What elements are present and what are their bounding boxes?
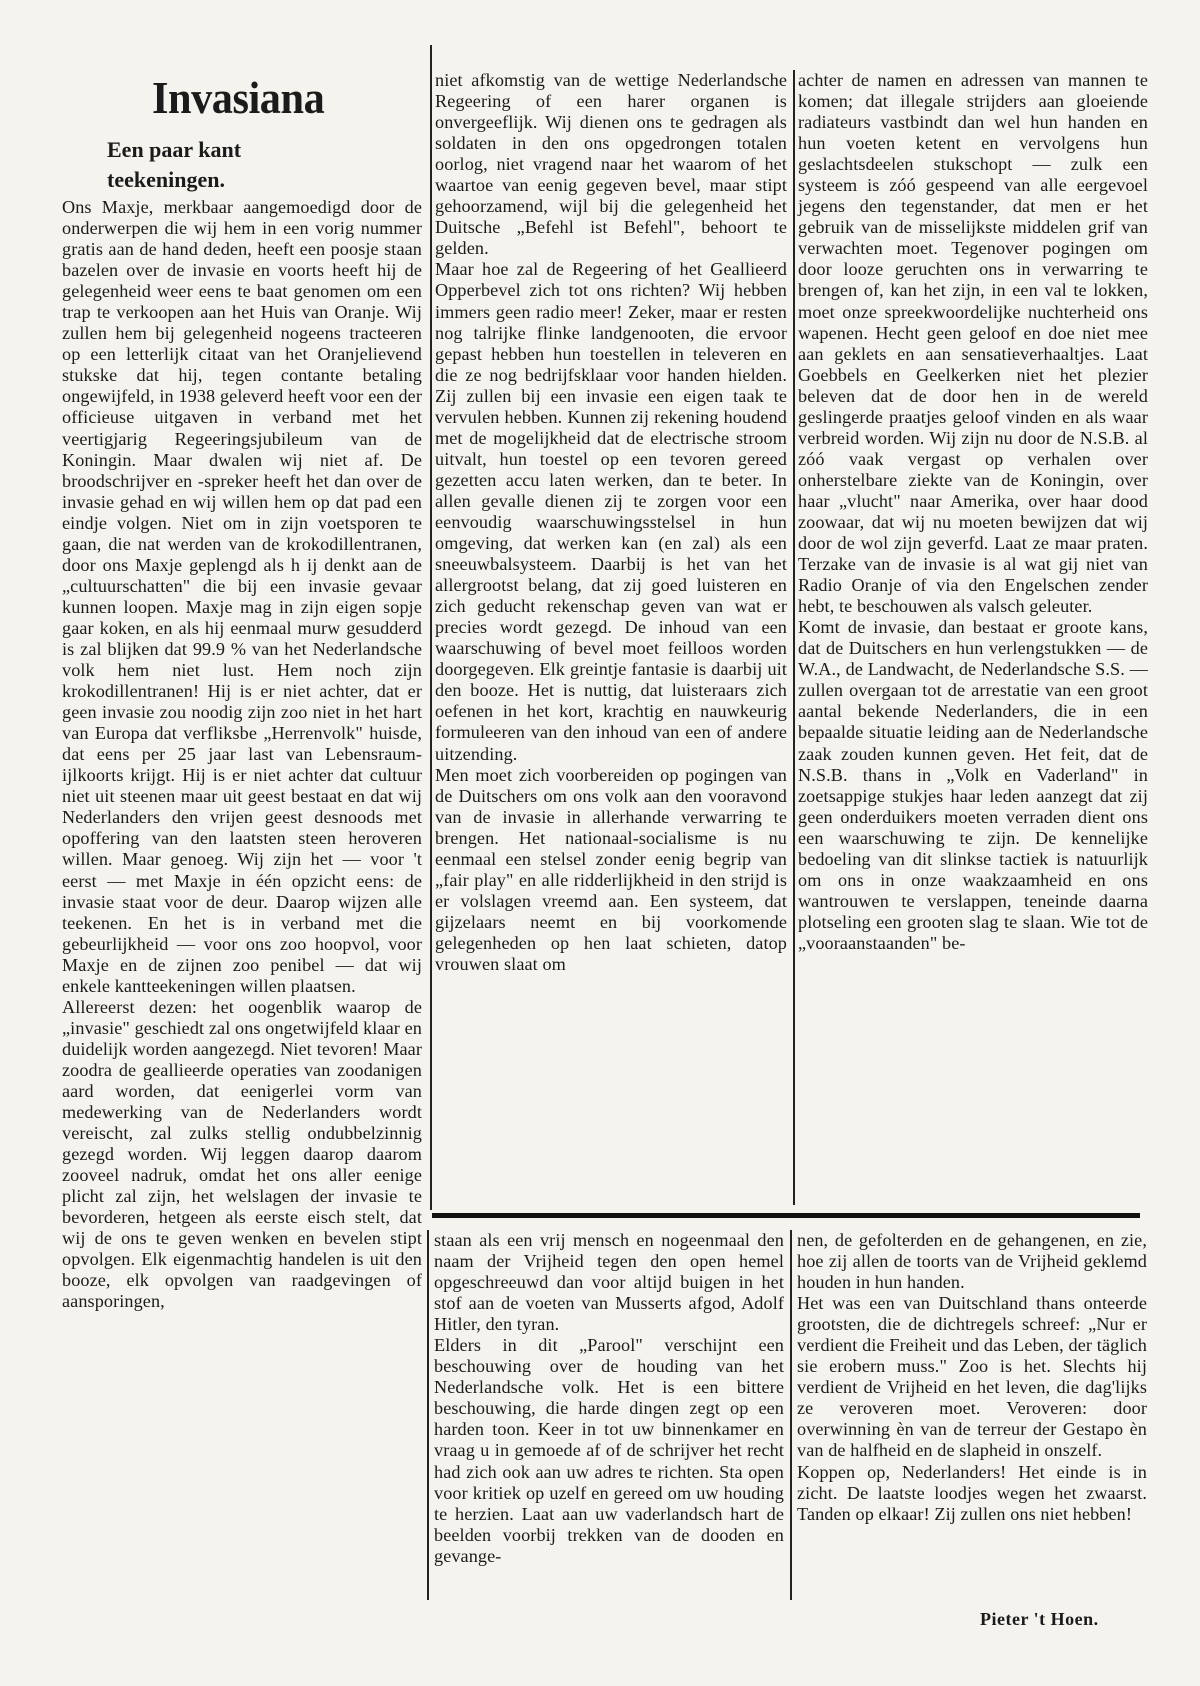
- author-signature: Pieter 't Hoen.: [980, 1609, 1099, 1629]
- column-divider-1: [430, 45, 432, 1210]
- article-column-3-top: achter de namen en adressen van mannen te komen; dat illegale strijders aan gloeiende radiateurs vastbindt dan wel hun handen en hun voeten ketent en vervolgens hun geslachtsdeelen stukschopt — zulk een systeem is zóó gespeend van alle eergevoel jegens den tegenstander, dat men er het gebruik van de misselijkste middelen grif van verwachten moet. Tegenover pogingen om door looze geruchten ons in verwarring te brengen of, kan het zijn, in een val te lokken, moet onze spreekwoordelijke nuchterheid ons wapenen. Hecht geen geloof en doe niet mee aan geklets en aan sensatieverhaaltjes. Laat Goebbels en Geelkerken niet het plezier beleven dat de door hen in de wereld geslingerde praatjes geloof vinden en als waar verbreid worden. Wij zijn nu door de N.S.B. al zóó vaak vergast op verhalen over onherstelbare ziekte van de Koningin, over haar „vlucht" naar Amerika, over haar dood zoowaar, dat wij nu moeten bewijzen dat wij door de wol zijn geverfd. Laat ze maar praten. Terzake van de invasie is al wat gij niet van Radio Oranje of via den Engelschen zender hebt, te beschouwen als valsch geleuter. Komt de invasie, dan bestaat er groote kans, dat de Duitschers en hun verlengstukken — de W.A., de Landwacht, de Nederlandsche S.S. — zullen overgaan tot de arrestatie van een groot aantal bekende Nederlanders, die in een bepaalde situatie leiding aan de Nederlandsche zaak zouden kunnen geven. Het feit, dat de N.S.B. thans in „Volk en Vaderland" in zoetsappige stukjes haar leden aanzegt dat zij geen onderduikers moeten verraden dient ons een waarschuwing te zijn. De kennelijke bedoeling van dit slinkse tactiek is natuurlijk om ons in onze waakzaamheid en ons wantrouwen te verslappen, teneinde daarna plotseling een grooten slag te slaan. Wie tot de „vooraanstaanden" be-: [798, 70, 1148, 953]
- section-rule: [432, 1213, 1140, 1218]
- subheadline: Een paar kant teekeningen.: [107, 137, 242, 192]
- article-column-2-bottom: staan als een vrij mensch en nogeenmaal den naam der Vrijheid tegen den open hemel opgeschreeuwd dan voor altijd buigen in het stof aan de voeten van Musserts afgod, Adolf Hitler, den tyran. Elders in dit „Parool" verschijnt een beschouwing over de houding van het Nederlandsche volk. Het is een bittere beschouwing, die harde dingen zegt op een harden toon. Keer in tot uw binnenkamer en vraag u in gemoede af of de schrijver het recht had zich ook aan uw adres te richten. Sta open voor kritiek op uzelf en gereed om uw houding te herzien. Laat aan uw vaderlandsch hart de beelden voorbij trekken van de dooden en gevange-: [434, 1230, 784, 1566]
- column-divider-4: [790, 1230, 792, 1600]
- column-divider-3: [427, 1230, 429, 1600]
- article-column-2-top: niet afkomstig van de wettige Nederlandsche Regeering of een harer organen is onvergeeflijk. Wij dienen ons te gedragen als soldaten in den ons opgedrongen totalen oorlog, niet vragend naar het waarom of het waartoe van eenig gegeven bevel, maar stipt gehoorzamend, wijl bij die gelegenheid het Duitsche „Befehl ist Befehl", behoort te gelden. Maar hoe zal de Regeering of het Geallieerd Opperbevel zich tot ons richten? Wij hebben immers geen radio meer! Zeker, maar er resten nog talrijke flinke landgenooten, die ervoor gepast hebben hun toestellen in televeren en die ze nog bedrijfsklaar voor handen hielden. Zij zullen bij een invasie een eigen taak te vervulen hebben. Kunnen zij rekening houdend met de mogelijkheid dat de electrische stroom uitvalt, hun toestel op een tevoren gereed gezetten accu laten werken, dan te beter. In allen gevalle dienen zij te zorgen voor een eenvoudig waarschuwingsstelsel in hun omgeving, dat werken kan (en zal) als een sneeuwbalsysteem. Daarbij is het van het allergrootst belang, dat zij goed luisteren en zich geducht rekenschap geven van wat er precies wordt gezegd. De inhoud van een waarschuwing of bevel moet feilloos worden doorgegeven. Elk greintje fantasie is daarbij uit den booze. Het is nuttig, dat luisteraars zich oefenen in het kort, krachtig en nauwkeurig formuleeren van den inhoud van een of andere uitzending. Men moet zich voorbereiden op pogingen van de Duitschers om ons volk aan den vooravond van de invasie in allerhande verwarring te brengen. Het nationaal-socialisme is nu eenmaal een stelsel zonder eenig begrip van „fair play" en alle ridderlijkheid in den strijd is er volslagen vreemd aan. Een systeem, dat gijzelaars neemt en bij voorkomende gelegenheden op hen laat schieten, datop vrouwen slaat om: [435, 70, 787, 974]
- article-column-1: Ons Maxje, merkbaar aangemoedigd door de onderwerpen die wij hem in een vorig nummer gratis aan de hand deden, heeft een poosje staan bazelen over de invasie en voorts heeft hij de gelegenheid weer eens te baat genomen om een trap te verkoopen aan het Huis van Oranje. Wij zullen hem bij gelegenheid nogeens tracteeren op een letterlijk citaat van het Oranjelievend stukske dat hij, tegen contante betaling ongewijfeld, in 1938 geleverd heeft voor een der officieuse uitgaven in verband met het veertigjarig Regeeringsjubileum van de Koningin. Maar dwalen wij niet af. De broodschrijver en -spreker heeft het dan over de invasie gehad en wij willen hem op dat pad een eindje volgen. Niet om in zijn voetsporen te gaan, die nat werden van de krokodillentranen, door ons Maxje geplengd als h ij denkt aan de „cultuurschatten" die bij een invasie gevaar kunnen loopen. Maxje mag in zijn eigen sopje gaar koken, en als hij eenmaal murw gesudderd is zal blijken dat 99.9 % van het Nederlandsche volk hem niet lust. Hem noch zijn krokodillentranen! Hij is er niet achter, dat er geen invasie zou noodig zijn zoo niet in het hart van Europa dat verfliksbe „Herrenvolk" huisde, dat eens per 25 jaar last van Lebensraum-ijlkoorts krijgt. Hij is er niet achter dat cultuur niet uit steenen maar uit geest bestaat en dat wij Nederlanders den vrijen geest desnoods met opoffering van den laatsten steen heroveren willen. Maar genoeg. Wij zijn het — voor 't eerst — met Maxje in één opzicht eens: de invasie staat voor de deur. Daarop wijzen alle teekenen. En het is in verband met die gebeurlijkheid — voor ons zoo hoopvol, voor Maxje en de zijnen zoo penibel — dat wij enkele kantteekeningen willen plaatsen. Allereerst dezen: het oogenblik waarop de „invasie" geschiedt zal ons ongetwijfeld klaar en duidelijk worden aangezegd. Niet tevoren! Maar zoodra de geallieerde operaties van zoodanigen aard worden, dat eenigerlei vorm van medewerking van de Nederlanders wordt vereischt, zal zulks stellig ondubbelzinnig gezegd worden. Wij leggen daarop daarom zooveel nadruk, omdat het ons aller eenige plicht zal zijn, het welslagen der invasie te bevorderen, hetgeen als eerste eisch stelt, dat wij de ons te geven wenken en bevelen stipt opvolgen. Elk eigenmachtig handelen is uit den booze, elk opvolgen van raadgevingen of aansporingen,: [62, 197, 422, 1312]
- article-column-3-bottom: nen, de gefolterden en de gehangenen, en zie, hoe zij allen de toorts van de Vrijheid geklemd houden in hun handen. Het was een van Duitschland thans onteerde grootsten, die de dichtregels schreef: „Nur er verdient die Freiheit und das Leben, der täglich sie erobern muss." Zoo is het. Slechts hij verdient de Vrijheid en het leven, die dag'lijks ze veroveren moet. Veroveren: door overwinning èn van de terreur der Gestapo èn van de halfheid en de slapheid in onszelf. Koppen op, Nederlanders! Het einde is in zicht. De laatste loodjes wegen het zwaarst. Tanden op elkaar! Zij zullen ons niet hebben!: [797, 1230, 1147, 1524]
- headline: Invasiana: [152, 72, 325, 123]
- column-divider-2: [793, 70, 795, 1205]
